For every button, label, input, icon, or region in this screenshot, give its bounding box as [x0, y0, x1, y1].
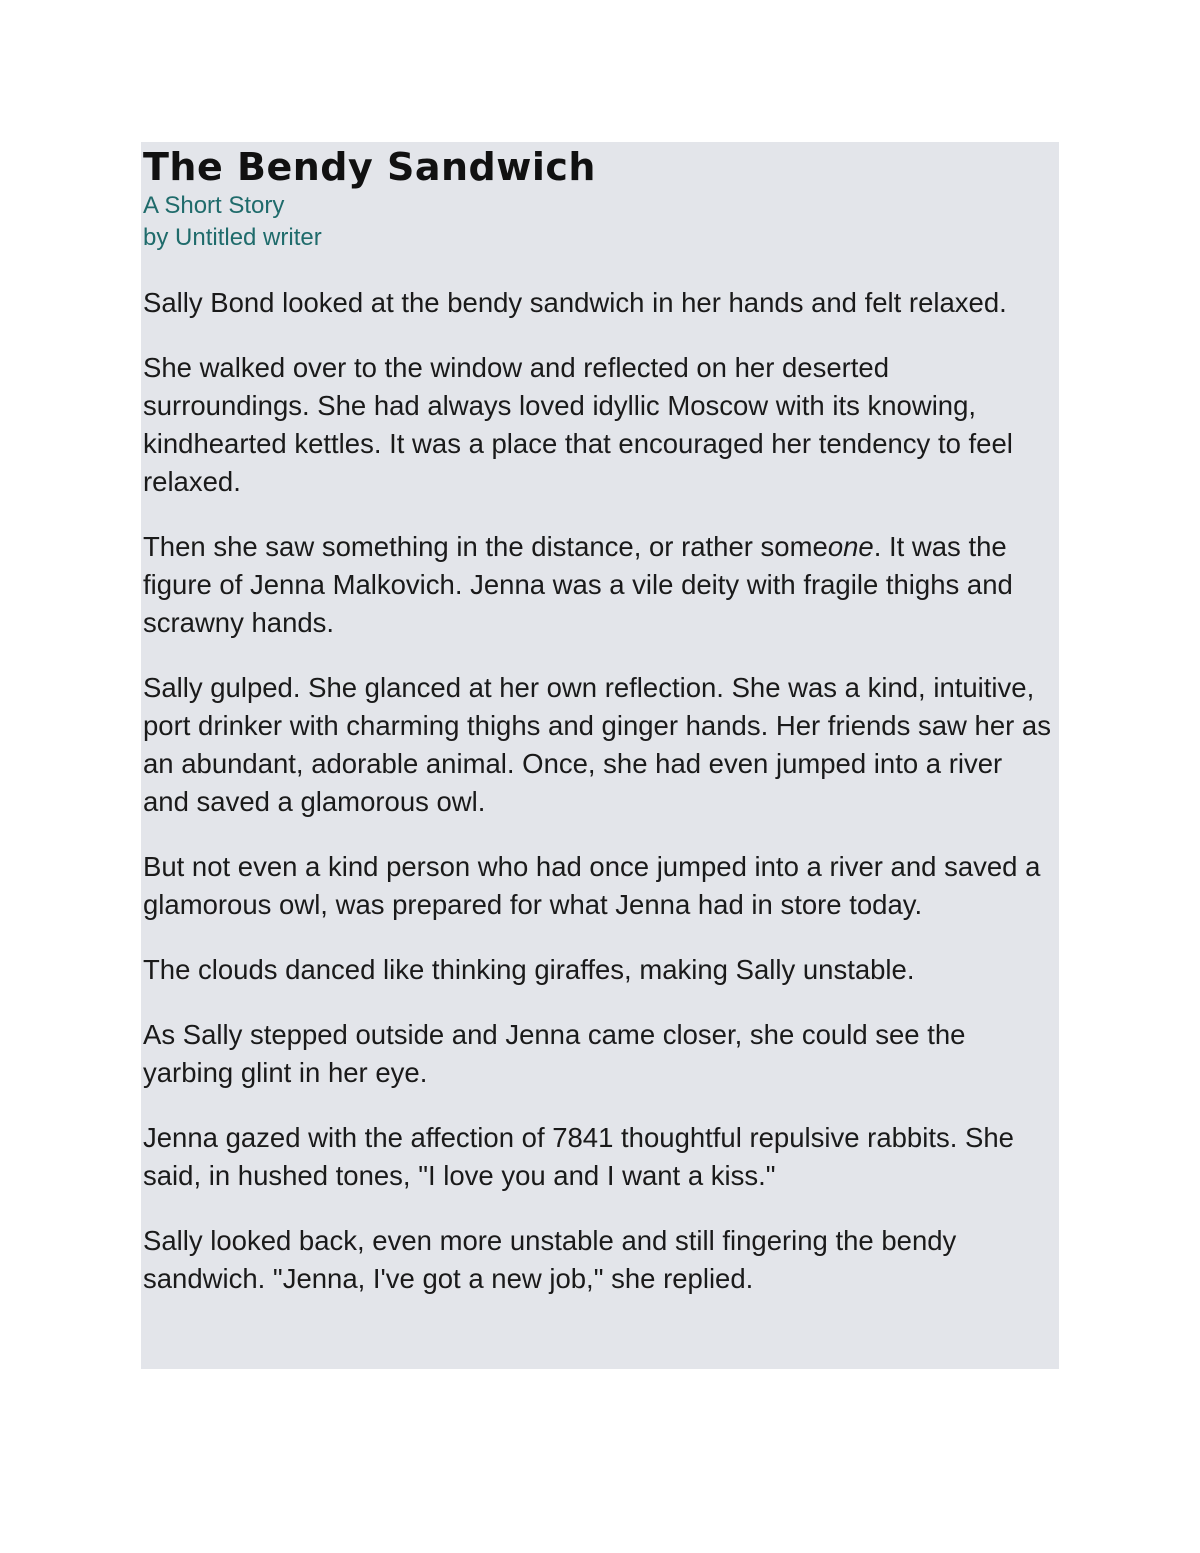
story-title: The Bendy Sandwich [143, 145, 596, 189]
story-body [143, 284, 1053, 1298]
story-paragraph [143, 528, 1053, 642]
story-paragraph: As Sally stepped outside and Jenna came closer, she could see the yarbing glint in her eye. [143, 1019, 966, 1088]
story-byline: by Untitled writer [143, 224, 322, 251]
paragraph-text: Then she saw something in the distance, or rather some [143, 531, 828, 562]
story-paragraph: Sally Bond looked at the bendy sandwich in her hands and felt relaxed. [143, 287, 1007, 318]
story-paragraph: Sally looked back, even more unstable and still fingering the bendy sandwich. "Jenna, I've got a new job," she replied. [143, 1225, 957, 1294]
story-paragraph: She walked over to the window and reflected on her deserted surroundings. She had always loved idyllic Moscow with its knowing, kindhearted kettles. It was a place that encouraged her tendency to feel relaxed. [143, 352, 1013, 497]
story-paragraph: But not even a kind person who had once jumped into a river and saved a glamorous owl, was prepared for what Jenna had in store today. [143, 851, 1041, 920]
story-subtitle: A Short Story [143, 192, 285, 219]
story-paragraph: The clouds danced like thinking giraffes, making Sally unstable. [143, 954, 915, 985]
story-paragraph: Jenna gazed with the affection of 7841 thoughtful repulsive rabbits. She said, in hushed tones, "I love you and I want a kiss." [143, 1122, 1014, 1191]
story-paragraph: Sally gulped. She glanced at her own reflection. She was a kind, intuitive, port drinker with charming thighs and ginger hands. Her friends saw her as an abundant, adorable animal. Once, she had even jumped into a river and saved a glamorous owl. [143, 672, 1051, 817]
emphasized-text: one [827, 531, 874, 562]
story-block [141, 142, 1059, 1369]
paragraph-text: . It was the figure of Jenna Malkovich. Jenna was a vile deity with fragile thighs and scrawny hands. [143, 531, 1013, 638]
